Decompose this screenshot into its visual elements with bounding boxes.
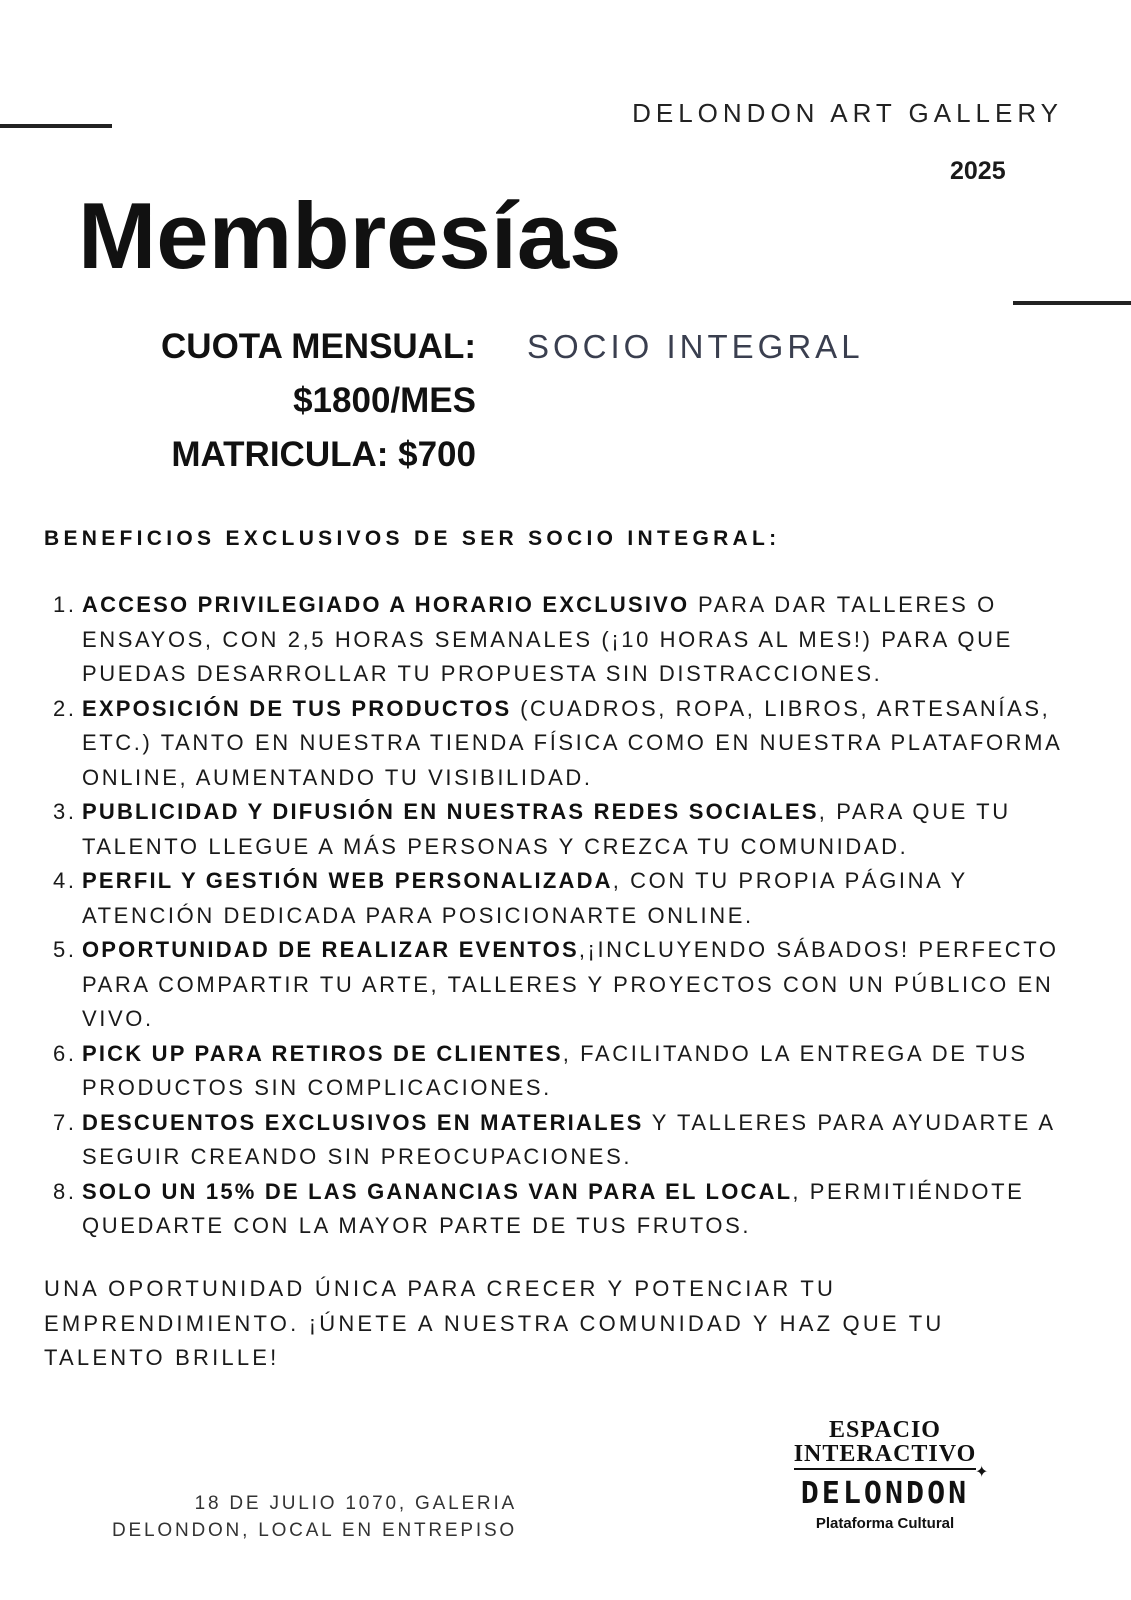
monthly-fee-label: CUOTA MENSUAL: (161, 327, 476, 366)
benefit-item (44, 1106, 1094, 1175)
benefit-number: 4. (53, 868, 77, 893)
benefit-item (44, 692, 1094, 796)
benefit-text: ,¡INCLUYENDO SÁBADOS! PERFECTO PARA COMPARTIR TU ARTE, TALLERES Y PROYECTOS CON UN PÚBLICO EN VIVO. (82, 937, 1059, 1031)
address-line-1: 18 DE JULIO 1070, GALERIA (194, 1493, 517, 1514)
benefit-text: (CUADROS, ROPA, LIBROS, ARTESANÍAS, ETC.) TANTO EN NUESTRA TIENDA FÍSICA COMO EN NUESTRA PLATAFORMA ONLINE, AUMENTANDO TU VISIBILIDAD. (82, 695, 1062, 790)
plan-name: SOCIO INTEGRAL (527, 328, 864, 365)
benefit-highlight: DESCUENTOS EXCLUSIVOS EN MATERIALES (82, 1109, 644, 1135)
benefit-highlight: PICK UP PARA RETIROS DE CLIENTES (82, 1040, 563, 1066)
benefit-number: 6. (53, 1040, 77, 1066)
benefit-highlight: EXPOSICIÓN DE TUS PRODUCTOS (82, 695, 512, 721)
benefit-highlight: ACCESO PRIVILEGIADO A HORARIO EXCLUSIVO (82, 592, 690, 617)
benefit-number: 8. (53, 1178, 77, 1204)
benefit-number: 2. (53, 695, 77, 721)
benefit-text: PARA DAR TALLERES O ENSAYOS, CON 2,5 HORAS SEMANALES (¡10 HORAS AL MES!) PARA QUE PUEDAS DESARROLLAR TU PROPUESTA SIN DISTRACCIONES. (82, 592, 1013, 686)
benefit-item (44, 864, 1094, 933)
benefit-number: 5. (53, 937, 77, 962)
benefit-item (44, 933, 1094, 1037)
year-label: 2025 (950, 157, 1006, 185)
closing-message: UNA OPORTUNIDAD ÚNICA PARA CRECER Y POTENCIAR TU EMPRENDIMIENTO. ¡ÚNETE A NUESTRA COMUNIDAD Y HAZ QUE TU TALENTO BRILLE! (44, 1276, 945, 1370)
logo-line-2: INTERACTIVO (794, 1442, 977, 1470)
benefit-highlight: PUBLICIDAD Y DIFUSIÓN EN NUESTRAS REDES SOCIALES (82, 799, 819, 824)
benefit-item (44, 795, 1094, 864)
fee-block (161, 320, 476, 482)
monthly-fee-value: $1800/MES (293, 381, 476, 420)
logo-tagline: Plataforma Cultural (815, 1515, 955, 1532)
benefit-highlight: SOLO UN 15% DE LAS GANANCIAS VAN PARA EL LOCAL (82, 1178, 793, 1204)
benefit-text: , PERMITIÉNDOTE QUEDARTE CON LA MAYOR PARTE DE TUS FRUTOS. (82, 1178, 1025, 1238)
address-block (112, 1490, 517, 1544)
benefit-text: , FACILITANDO LA ENTREGA DE TUS PRODUCTOS SIN COMPLICACIONES. (82, 1040, 1028, 1100)
benefits-heading: BENEFICIOS EXCLUSIVOS DE SER SOCIO INTEGRAL: (44, 527, 781, 550)
brand-logo (770, 1418, 1000, 1532)
benefits-list (44, 588, 1094, 1244)
benefit-text: Y TALLERES PARA AYUDARTE A SEGUIR CREANDO SIN PREOCUPACIONES. (82, 1109, 1055, 1169)
logo-line-1: ESPACIO (829, 1417, 941, 1443)
gallery-name: DELONDON ART GALLERY (632, 98, 1063, 128)
benefit-item (44, 1175, 1094, 1244)
decorative-rule-right (1013, 301, 1131, 305)
logo-brand: DELONDON (800, 1476, 970, 1511)
benefit-highlight: PERFIL Y GESTIÓN WEB PERSONALIZADA (82, 868, 613, 893)
address-line-2: DELONDON, LOCAL EN ENTREPISO (112, 1520, 517, 1541)
benefit-number: 1. (53, 592, 77, 617)
benefit-text: , CON TU PROPIA PÁGINA Y ATENCIÓN DEDICADA PARA POSICIONARTE ONLINE. (82, 868, 968, 928)
benefit-highlight: OPORTUNIDAD DE REALIZAR EVENTOS (82, 937, 579, 962)
benefit-number: 7. (53, 1109, 77, 1135)
benefit-item (44, 1037, 1094, 1106)
sparkle-icon: ✦ (975, 1462, 989, 1481)
benefit-number: 3. (53, 799, 77, 824)
page-title: Membresías (78, 183, 622, 288)
benefit-item (44, 588, 1094, 692)
decorative-rule-left (0, 124, 112, 128)
enrollment-fee: MATRICULA: $700 (171, 435, 476, 474)
benefit-text: , PARA QUE TU TALENTO LLEGUE A MÁS PERSONAS Y CREZCA TU COMUNIDAD. (82, 799, 1011, 859)
